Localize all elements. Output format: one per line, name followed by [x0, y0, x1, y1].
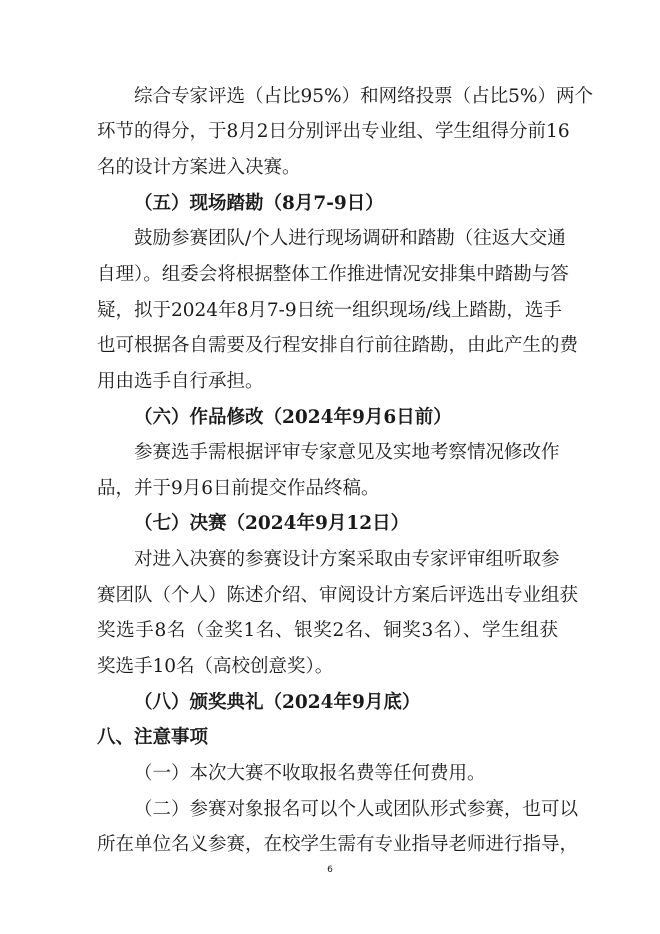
- body-text-line: 参赛选手需根据评审专家意见及实地考察情况修改作: [134, 442, 560, 463]
- section-heading-eight: （八）颁奖典礼（2024年9月底）: [134, 692, 421, 713]
- body-text-line: 综合专家评选（占比95%）和网络投票（占比5%）两个: [134, 86, 593, 107]
- body-text-line: 也可根据各自需要及行程安排自行前往踏勘，由此产生的费: [97, 335, 579, 356]
- body-text-line: （一）本次大赛不收取报名费等任何费用。: [134, 763, 486, 784]
- body-text-line: 所在单位名义参赛，在校学生需有专业指导老师进行指导，: [97, 834, 579, 855]
- body-text-line: 疑，拟于2024年8月7-9日统一组织现场/线上踏勘，选手: [97, 300, 562, 321]
- body-text-line: 鼓励参赛团队/个人进行现场调研和踏勘（往返大交通: [134, 228, 566, 249]
- page-number: 6: [327, 865, 333, 875]
- body-text-line: 赛团队（个人）陈述介绍、审阅设计方案后评选出专业组获: [97, 585, 579, 606]
- body-text-line: 环节的得分，于8月2日分别评出专业组、学生组得分前16: [97, 121, 570, 142]
- body-text-line: 对进入决赛的参赛设计方案采取由专家评审组听取参: [134, 549, 560, 570]
- section-heading-five: （五）现场踏勘（8月7-9日）: [134, 193, 384, 214]
- chapter-heading-notes: 八、注意事项: [97, 727, 209, 748]
- body-text-line: 自理）。组委会将根据整体工作推进情况安排集中踏勘与答: [97, 264, 569, 285]
- body-text-line: 奖选手10名（高校创意奖）。: [97, 656, 334, 677]
- section-heading-seven: （七）决赛（2024年9月12日）: [134, 513, 410, 534]
- body-text-line: 品，并于9月6日前提交作品终稿。: [97, 478, 380, 499]
- section-heading-six: （六）作品修改（2024年9月6日前）: [134, 407, 452, 428]
- body-text-line: （二）参赛对象报名可以个人或团队形式参赛，也可以: [134, 799, 579, 820]
- body-text-line: 名的设计方案进入决赛。: [97, 157, 301, 178]
- body-text-line: 奖选手8名（金奖1名、银奖2名、铜奖3名）、学生组获: [97, 620, 558, 641]
- body-text-line: 用由选手自行承担。: [97, 371, 264, 392]
